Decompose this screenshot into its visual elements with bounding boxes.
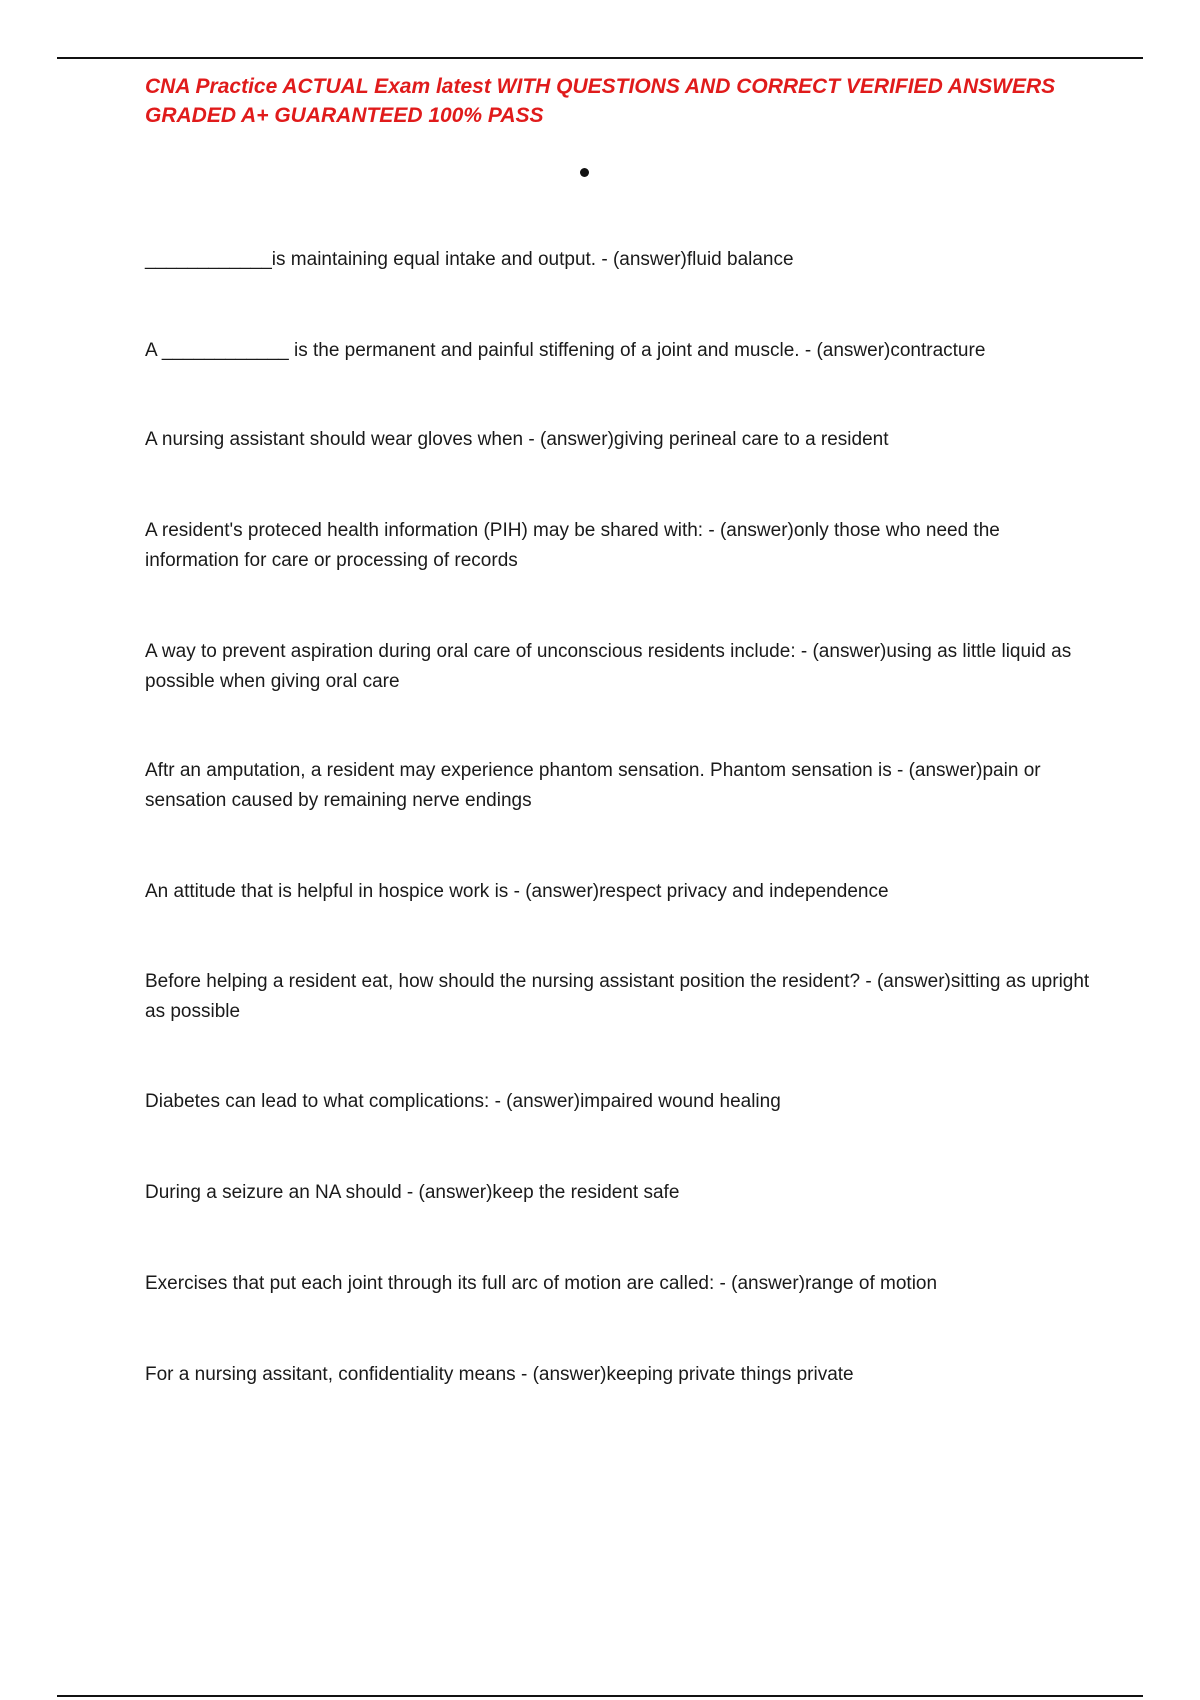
bullet-point: [580, 168, 589, 177]
qa-item-12: For a nursing assitant, confidentiality means - (answer)keeping private things private: [145, 1364, 854, 1385]
qa-item-9: Diabetes can lead to what complications: - (answer)impaired wound healing: [145, 1091, 781, 1112]
document-title: CNA Practice ACTUAL Exam latest WITH QUESTIONS AND CORRECT VERIFIED ANSWERS GRADED A+ GUARANTEED 100% PASS: [145, 75, 1056, 127]
header-rule: [57, 57, 1143, 59]
qa-item-4: A resident's proteced health information (PIH) may be shared with: - (answer)only those who need the information for care or processing of records: [145, 520, 1000, 571]
qa-item-10: During a seizure an NA should - (answer)keep the resident safe: [145, 1182, 680, 1203]
qa-item-1: ____________is maintaining equal intake and output. - (answer)fluid balance: [145, 249, 794, 270]
qa-item-2: A ____________ is the permanent and painful stiffening of a joint and muscle. - (answer)contracture: [145, 340, 986, 361]
qa-item-7: An attitude that is helpful in hospice work is - (answer)respect privacy and independence: [145, 881, 889, 902]
qa-item-3: A nursing assistant should wear gloves when - (answer)giving perineal care to a resident: [145, 429, 889, 450]
footer-rule: [57, 1695, 1143, 1697]
qa-item-5: A way to prevent aspiration during oral care of unconscious residents include: - (answer)using as little liquid as possible when giving oral care: [145, 641, 1072, 692]
qa-item-11: Exercises that put each joint through its full arc of motion are called: - (answer)range of motion: [145, 1273, 938, 1294]
qa-item-8: Before helping a resident eat, how should the nursing assistant position the resident? - (answer)sitting as upright as possible: [145, 971, 1090, 1022]
qa-item-6: Aftr an amputation, a resident may experience phantom sensation. Phantom sensation is - (answer)pain or sensation caused by remaining nerve endings: [145, 760, 1041, 811]
